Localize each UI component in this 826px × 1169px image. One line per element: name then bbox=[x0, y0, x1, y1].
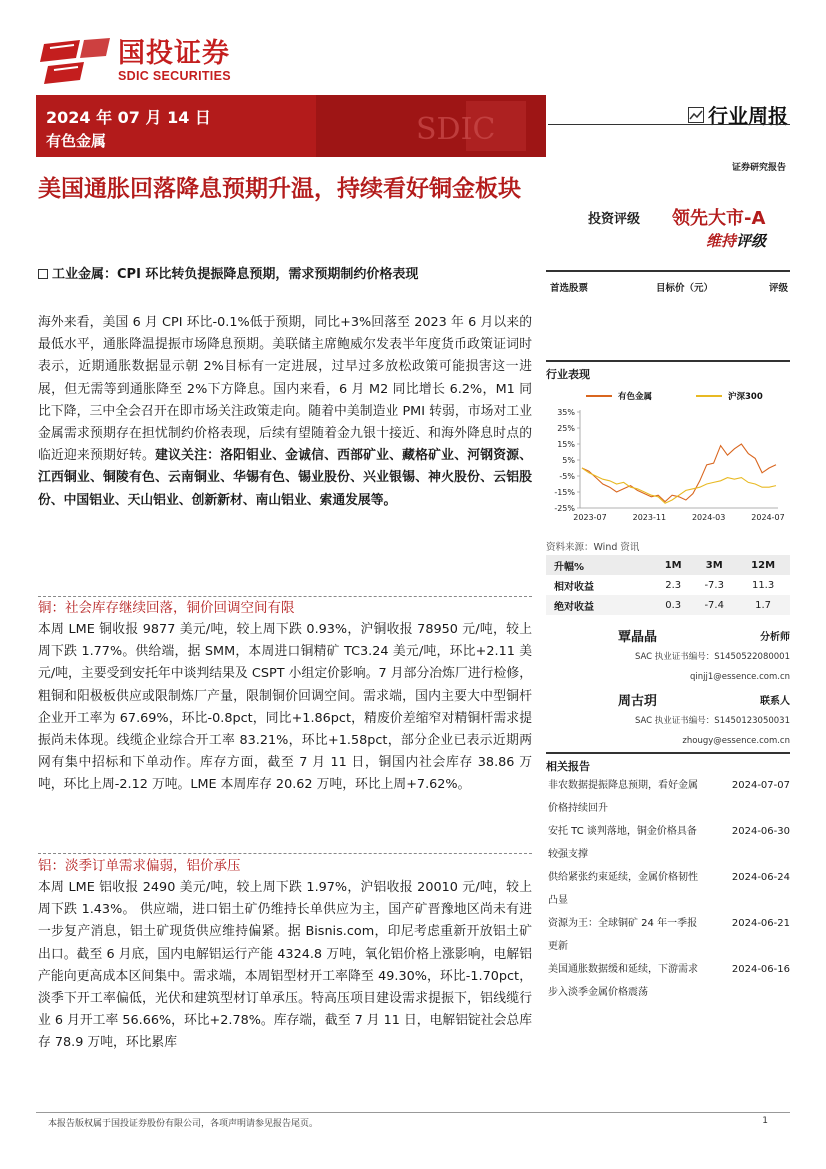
banner-watermark-text: SDIC bbox=[416, 112, 496, 147]
aluminum-divider bbox=[38, 853, 532, 854]
checkbox-icon bbox=[38, 269, 48, 279]
analyst-role: 联系人 bbox=[760, 696, 790, 707]
related-report-title[interactable]: 供给紧张约束延续，金属价格韧性凸显 bbox=[548, 872, 698, 906]
table-cell: 0.3 bbox=[654, 595, 692, 615]
banner-watermark bbox=[316, 95, 546, 157]
related-report-date: 2024-06-16 bbox=[731, 964, 790, 975]
summary-text: 海外来看，美国 6 月 CPI 环比-0.1%低于预期，同比+3%回落至 2023 年 6 月以来的最低水平，通胀降温提振市场降息预期。美联储主席鲍威尔发表半年度货币政策证词时表示，近期通胀数据显示朝 2%目标有一定进展，过早过多放松政策可能损害这一进展，但无需等到通胀降至 2%下方降息。国内来看，6 月 M2 同比增长 6.2%，M1 同比下降，三中全会召开在即市场关注政策走向。随着中美制造业 PMI 转弱，市场对工业金属需求预期存在担忧制约价格表现，后续有望随着金九银十接近、和海外降息时点的临近迎来预期好转。 bbox=[38, 315, 532, 464]
copper-heading: 铜：社会库存继续回落，铜价回调空间有限 bbox=[38, 600, 295, 616]
analyst-name: 覃晶晶 bbox=[618, 630, 658, 645]
sdic-logo-icon bbox=[40, 36, 112, 86]
analyst-sac: SAC 执业证书编号：S1450123050031 bbox=[634, 716, 790, 726]
picks-col-target: 目标价（元） bbox=[656, 283, 714, 294]
analyst-name: 周古玥 bbox=[618, 694, 658, 709]
header-banner bbox=[36, 95, 546, 157]
brand-name-en: SDIC SECURITIES bbox=[118, 69, 231, 83]
table-cell: 1.7 bbox=[736, 595, 790, 615]
related-report-item[interactable] bbox=[546, 912, 790, 958]
rating-change-value: 维持 bbox=[706, 232, 737, 250]
aluminum-heading: 铝：淡季订单需求偏弱，铝价承压 bbox=[38, 858, 241, 874]
x-tick-label: 2023-11 bbox=[632, 513, 667, 522]
table-row bbox=[546, 595, 790, 615]
table-header-row bbox=[546, 555, 790, 575]
rating-value: 领先大市-A bbox=[672, 208, 766, 229]
page-title: 美国通胀回落降息预期升温，持续看好铜金板块 bbox=[38, 176, 521, 202]
x-tick-label: 2024-03 bbox=[691, 513, 726, 522]
related-report-title[interactable]: 资源为王：全球铜矿 24 年一季报更新 bbox=[548, 918, 698, 952]
table-header: 1M bbox=[654, 555, 692, 575]
y-tick-label: -25% bbox=[554, 504, 575, 513]
summary-title: 工业金属：CPI 环比转负提振降息预期，需求预期制约价格表现 bbox=[52, 267, 419, 282]
rating-label: 投资评级 bbox=[588, 212, 641, 227]
report-sector: 有色金属 bbox=[46, 132, 107, 150]
line-chart-icon bbox=[688, 107, 704, 123]
summary-paragraph bbox=[38, 312, 532, 512]
brand-logo bbox=[40, 36, 231, 86]
related-report-date: 2024-06-24 bbox=[731, 872, 790, 883]
related-report-date: 2024-06-21 bbox=[731, 918, 790, 929]
report-subtype: 证券研究报告 bbox=[731, 163, 786, 173]
analyst-card bbox=[546, 690, 790, 754]
analyst-email[interactable]: qinjj1@essence.com.cn bbox=[690, 672, 790, 682]
y-tick-label: 15% bbox=[557, 440, 575, 449]
row-label: 相对收益 bbox=[554, 581, 594, 593]
table-cell: 2.3 bbox=[665, 579, 682, 591]
legend-label: 有色金属 bbox=[618, 392, 653, 402]
x-tick-label: 2024-07 bbox=[751, 513, 785, 522]
table-cell: -7.3 bbox=[704, 579, 724, 591]
related-report-title[interactable]: 美国通胀数据缓和延续，下游需求步入淡季金属价格震荡 bbox=[548, 964, 698, 998]
report-type-label: 行业周报 bbox=[708, 104, 788, 128]
related-report-date: 2024-07-07 bbox=[731, 780, 790, 791]
top-divider bbox=[548, 124, 790, 125]
related-report-item[interactable] bbox=[546, 820, 790, 866]
rating-suffix: 评级 bbox=[736, 232, 767, 250]
related-reports-list bbox=[546, 774, 790, 1028]
stock-picks-header bbox=[546, 270, 790, 294]
analyst-email[interactable]: zhougy@essence.com.cn bbox=[682, 736, 790, 746]
y-tick-label: 35% bbox=[557, 408, 575, 417]
analyst-card bbox=[546, 626, 790, 690]
table-cell: -7.4 bbox=[692, 595, 736, 615]
table-cell: 11.3 bbox=[751, 579, 775, 591]
related-report-item[interactable] bbox=[546, 774, 790, 820]
y-tick-label: -15% bbox=[554, 488, 575, 497]
footer-disclaimer: 本报告版权属于国投证券股份有限公司，各项声明请参见报告尾页。 bbox=[48, 1119, 319, 1129]
brand-name-cn: 国投证券 bbox=[118, 38, 230, 69]
summary-heading bbox=[38, 264, 538, 286]
table-row bbox=[546, 575, 790, 595]
report-date: 2024 年 07 月 14 日 bbox=[46, 108, 211, 127]
page-number: 1 bbox=[762, 1116, 768, 1126]
legend-label: 沪深300 bbox=[728, 392, 763, 402]
table-header: 3M bbox=[692, 555, 736, 575]
related-report-item[interactable] bbox=[546, 866, 790, 912]
analyst-sac: SAC 执业证书编号：S1450522080001 bbox=[634, 652, 790, 662]
series-line bbox=[582, 468, 776, 503]
related-report-title[interactable]: 非农数据提振降息预期，看好金属价格持续回升 bbox=[548, 780, 698, 814]
picks-col-stock: 首选股票 bbox=[550, 283, 589, 294]
aluminum-paragraph: 本周 LME 铝收报 2490 美元/吨，较上周下跌 1.97%，沪铝收报 20010 元/吨，较上周下跌 1.43%。 供应端，进口铝土矿仍维持长单供应为主，国产矿晋豫地区尚未有进一步复产消息，铝土矿现货供应维持偏紧。据 Bisnis.com，印尼考虑重新开放铝土矿出口。截至 6 月底，国内电解铝运行产能 4324.8 万吨，氧化铝价格上涨影响，电解铝产能向更高成本区间集中。需求端，本周铝型材开工率降至 49.30%，环比-1.70pct，淡季下开工率偏低，光伏和建筑型材订单承压。特高压项目建设需求提振下，铝线缆行业 6 月开工率 56.66%，环比+2.78%。库存端，截至 7 月 11 日，电解铝锭社会总库存 78.9 万吨，环比累库 bbox=[38, 880, 532, 1051]
rating-change bbox=[706, 230, 766, 251]
industry-performance-title: 行业表现 bbox=[546, 360, 790, 382]
related-report-title[interactable]: 安托 TC 谈判落地，铜金价格具备较强支撑 bbox=[548, 826, 697, 860]
y-tick-label: 25% bbox=[557, 424, 575, 433]
series-line bbox=[582, 444, 776, 502]
related-report-date: 2024-06-30 bbox=[731, 826, 790, 837]
y-tick-label: 5% bbox=[562, 456, 575, 465]
chart-source: 资料来源：Wind 资讯 bbox=[546, 542, 640, 553]
x-tick-label: 2023-07 bbox=[573, 513, 607, 522]
related-reports-title: 相关报告 bbox=[546, 752, 790, 774]
footer-divider bbox=[36, 1112, 790, 1113]
analyst-role: 分析师 bbox=[760, 632, 790, 643]
picks-col-rating: 评级 bbox=[768, 283, 788, 294]
copper-paragraph: 本周 LME 铜收报 9877 美元/吨，较上周下跌 0.93%，沪铜收报 78950 元/吨，较上周下跌 1.77%。供给端，据 SMM，本周进口铜精矿 TC3.24 美元/吨，环比+2.11 美元/吨，主要受到安托年中谈判结果及 CSPT 小组定价影响。7 月部分冶炼厂进行检修，粗铜和阳极板供应或限制炼厂产量，限制铜价回调空间。需求端，国内主要大中型铜杆企业开工率为 67.69%，环比-0.8pct，同比+1.86pct，精废价差缩窄对精铜杆需求提振尚未体现。线缆企业综合开工率 83.21%，环比+1.58pct，部分企业已表示近期两网有集中招标和下单动作。库存方面，截至 7 月 11 日，铜国内社会库存 38.86 万吨，环比上周-2.12 万吨。LME 本周库存 20.62 万吨，环比上周+7.62%。 bbox=[38, 622, 532, 793]
rating-block bbox=[588, 204, 788, 254]
y-tick-label: -5% bbox=[559, 472, 575, 481]
table-header: 12M bbox=[736, 555, 790, 575]
recommendation-text: 建议关注：洛阳钼业、金诚信、西部矿业、藏格矿业、河钢资源、江西铜业、铜陵有色、云南铜业、华锡有色、锡业股份、兴业银锡、神火股份、云铝股份、中国铝业、天山铝业、创新新材、南山铝业、索通发展等。 bbox=[38, 448, 533, 508]
row-label: 绝对收益 bbox=[546, 595, 654, 615]
industry-performance-chart bbox=[546, 384, 790, 536]
performance-table bbox=[546, 555, 790, 615]
related-report-item[interactable] bbox=[546, 958, 790, 1028]
table-header: 升幅% bbox=[546, 555, 654, 575]
